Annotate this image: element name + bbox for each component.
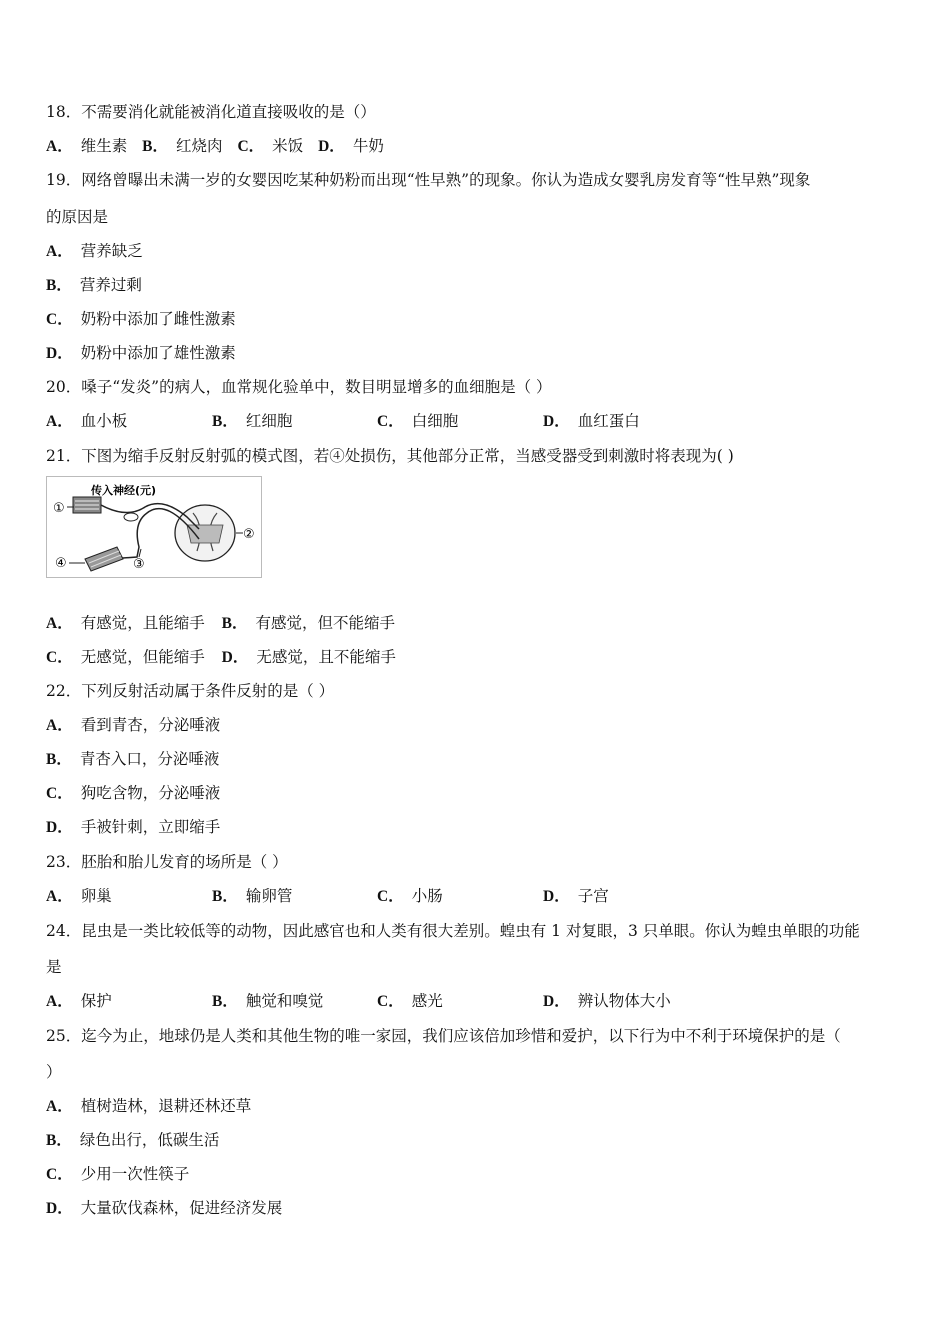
q25-option-b	[46, 1130, 219, 1151]
q23-option-d	[543, 886, 609, 907]
q19-d-text: 奶粉中添加了雄性激素	[80, 344, 236, 362]
q22-option-c	[46, 783, 220, 804]
q18-a-text: 维生素	[80, 137, 128, 155]
q20-c-text: 白细胞	[411, 412, 459, 430]
q21-a-text: 有感觉，且能缩手	[80, 614, 205, 632]
q21-c-text: 无感觉，但能缩手	[80, 648, 205, 666]
q25-a-text: 植树造林，退耕还林还草	[80, 1097, 252, 1115]
q22-c-key: C．	[46, 785, 73, 802]
q24-stem-line1: 24．昆虫是一类比较低等的动物，因此感官也和人类有很大差别。蝗虫有 1 对复眼，3 只单眼。你认为蝗虫单眼的功能	[46, 922, 860, 940]
pointer-3-shape	[139, 549, 141, 557]
marker-4: ④	[55, 556, 67, 571]
q24-b-key: B．	[212, 993, 238, 1010]
q22-d-text: 手被针刺，立即缩手	[80, 818, 221, 836]
marker-3: ③	[133, 557, 145, 572]
q24-d-text: 辨认物体大小	[577, 992, 671, 1010]
q18-b-text: 红烧肉	[176, 137, 223, 155]
q25-d-text: 大量砍伐森林，促进经济发展	[80, 1199, 283, 1217]
q24-c-text: 感光	[411, 992, 443, 1010]
q23-option-a	[46, 886, 112, 907]
q22-b-key: B．	[46, 751, 72, 768]
q20-option-a	[46, 411, 127, 432]
q25-option-c	[46, 1164, 189, 1185]
q19-a-key: A．	[46, 243, 73, 260]
q21-stem: 21．下图为缩手反射反射弧的模式图，若④处损伤，其他部分正常，当感受器受到刺激时将表现为( )	[46, 447, 734, 465]
q18-b-key: B．	[142, 138, 168, 155]
q24-option-b	[212, 991, 323, 1012]
ganglion-shape	[124, 513, 138, 521]
q23-b-text: 输卵管	[245, 887, 293, 905]
reflex-arc-figure	[46, 476, 262, 578]
q21-d-key: D．	[221, 649, 249, 666]
q19-c-key: C．	[46, 311, 73, 328]
q18-d-key: D．	[318, 138, 345, 155]
q23-d-text: 子宫	[577, 887, 609, 905]
gray-matter-fill-shape	[187, 525, 223, 543]
q23-option-b	[212, 886, 292, 907]
q22-b-text: 青杏入口，分泌唾液	[79, 750, 220, 768]
q23-c-text: 小肠	[411, 887, 443, 905]
q21-options-row1	[46, 613, 395, 634]
q22-stem: 22．下列反射活动属于条件反射的是（ ）	[46, 682, 335, 700]
q22-d-key: D．	[46, 819, 73, 836]
q22-option-d	[46, 817, 220, 838]
q21-options-row2	[46, 647, 396, 668]
q18-a-key: A．	[46, 138, 73, 155]
q18-c-key: C．	[237, 138, 265, 155]
q23-b-key: B．	[212, 888, 238, 905]
q25-option-a	[46, 1096, 251, 1117]
q25-d-key: D．	[46, 1200, 73, 1217]
afferent-nerve-label: 传入神经(元)	[91, 484, 157, 497]
q25-c-key: C．	[46, 1166, 73, 1183]
q24-option-a	[46, 991, 112, 1012]
q21-c-key: C．	[46, 649, 73, 666]
q20-option-b	[212, 411, 292, 432]
q25-c-text: 少用一次性筷子	[80, 1165, 190, 1183]
q19-b-text: 营养过剩	[79, 276, 142, 294]
q20-d-key: D．	[543, 413, 570, 430]
q25-a-key: A．	[46, 1098, 73, 1115]
q23-option-c	[377, 886, 443, 907]
q22-c-text: 狗吃含物，分泌唾液	[80, 784, 221, 802]
q23-d-key: D．	[543, 888, 570, 905]
q24-d-key: D．	[543, 993, 570, 1010]
q19-d-key: D．	[46, 345, 73, 362]
q25-stem-line2: ）	[46, 1063, 62, 1081]
q24-a-text: 保护	[80, 992, 112, 1010]
q20-b-text: 红细胞	[245, 412, 293, 430]
q18-c-text: 米饭	[272, 137, 304, 155]
q21-b-text: 有感觉，但不能缩手	[255, 614, 396, 632]
q19-option-c	[46, 309, 236, 330]
q24-c-key: C．	[377, 993, 404, 1010]
q21-d-text: 无感觉，且不能缩手	[256, 648, 396, 666]
q19-b-key: B．	[46, 277, 72, 294]
q20-a-key: A．	[46, 413, 73, 430]
marker-1: ①	[53, 501, 65, 516]
q20-d-text: 血红蛋白	[577, 412, 640, 430]
marker-2: ②	[243, 527, 255, 542]
q20-a-text: 血小板	[80, 412, 128, 430]
q23-stem: 23．胚胎和胎儿发育的场所是（ ）	[46, 853, 288, 871]
q19-a-text: 营养缺乏	[80, 242, 143, 260]
q19-option-b	[46, 275, 142, 296]
q23-a-text: 卵巢	[80, 887, 112, 905]
q25-stem-line1: 25．迄今为止，地球仍是人类和其他生物的唯一家园，我们应该倍加珍惜和爱护，以下行为中不利于环境保护的是（	[46, 1027, 841, 1045]
effector-shape	[85, 547, 123, 571]
q25-b-text: 绿色出行，低碳生活	[79, 1131, 220, 1149]
q20-option-d	[543, 411, 640, 432]
q22-a-text: 看到青杏，分泌唾液	[80, 716, 221, 734]
q20-c-key: C．	[377, 413, 404, 430]
q22-option-a	[46, 715, 220, 736]
q24-stem-line2: 是	[46, 958, 62, 976]
q24-a-key: A．	[46, 993, 73, 1010]
q19-c-text: 奶粉中添加了雌性激素	[80, 310, 236, 328]
q25-option-d	[46, 1198, 282, 1219]
q19-stem-line2: 的原因是	[46, 208, 109, 226]
q24-option-c	[377, 991, 443, 1012]
q18-d-text: 牛奶	[352, 137, 384, 155]
q18-stem: 18．不需要消化就能被消化道直接吸收的是（）	[46, 103, 376, 121]
q24-b-text: 触觉和嗅觉	[245, 992, 324, 1010]
q20-stem: 20．嗓子“发炎”的病人，血常规化验单中，数目明显增多的血细胞是（ ）	[46, 378, 552, 396]
q19-option-a	[46, 241, 143, 262]
q25-b-key: B．	[46, 1132, 72, 1149]
q23-a-key: A．	[46, 888, 73, 905]
q21-b-key: B．	[221, 615, 248, 632]
q20-b-key: B．	[212, 413, 238, 430]
q21-a-key: A．	[46, 615, 73, 632]
reflex-arc-diagram	[47, 477, 261, 577]
q24-option-d	[543, 991, 671, 1012]
q22-option-b	[46, 749, 219, 770]
q23-c-key: C．	[377, 888, 404, 905]
q20-option-c	[377, 411, 458, 432]
q22-a-key: A．	[46, 717, 73, 734]
q18-options	[46, 136, 384, 157]
q19-option-d	[46, 343, 236, 364]
q19-stem-line1: 19．网络曾曝出未满一岁的女婴因吃某种奶粉而出现“性早熟”的现象。你认为造成女婴乳房发育等“性早熟”现象	[46, 171, 811, 189]
